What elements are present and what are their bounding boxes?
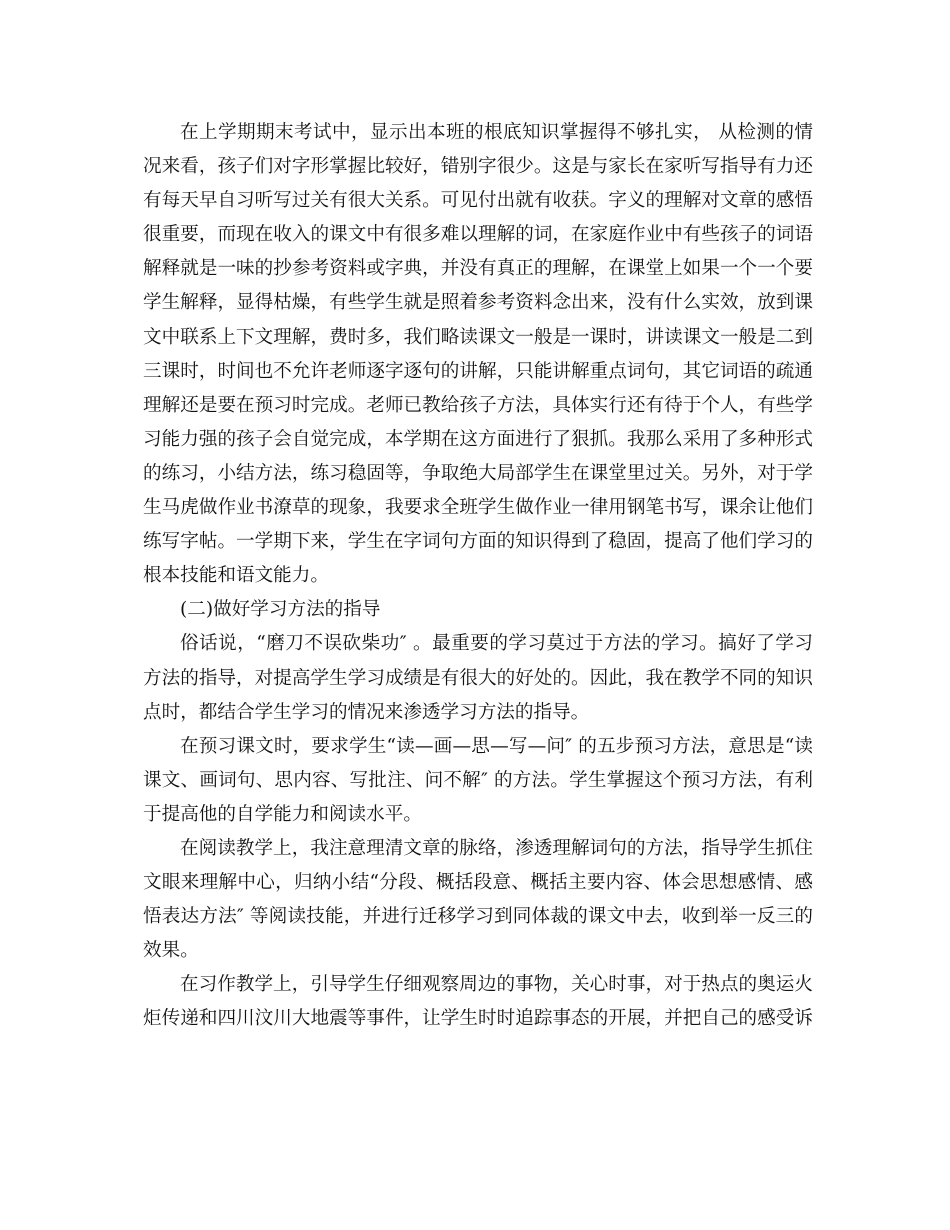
- heading-text: (二)做好学习方法的指导: [180, 599, 381, 621]
- paragraph-reading-teaching: [143, 832, 813, 968]
- text-line: 效果。: [143, 940, 199, 962]
- text-line: 悟表达方法″ 等阅读技能，并进行迁移学习到同体裁的课文中去，收到举一反三的: [143, 906, 813, 928]
- text-line: 点时，都结合学生学习的情况来渗透学习方法的指导。: [143, 701, 590, 723]
- paragraph-exam-review: [143, 116, 813, 593]
- text-line: 根本技能和语文能力。: [143, 565, 329, 587]
- text-line: 练写字帖。一学期下来，学生在字词句方面的知识得到了稳固，提高了他们学习的: [143, 531, 813, 553]
- text-line: 在上学期期末考试中，显示出本班的根底知识掌握得不够扎实， 从检测的情: [180, 122, 813, 143]
- text-line: 课文、画词句、思内容、写批注、问不解″ 的方法。学生掌握这个预习方法，有利: [143, 769, 813, 791]
- paragraph-method-intro: [143, 627, 813, 729]
- text-line: 生马虎做作业书潦草的现象，我要求全班学生做作业一律用钢笔书写，课余让他们: [143, 497, 813, 519]
- paragraph-writing-teaching: [143, 968, 813, 1036]
- text-line: 炬传递和四川汶川大地震等事件，让学生时时追踪事态的开展，并把自己的感受诉: [143, 1008, 813, 1030]
- text-line: 在预习课文时，要求学生“读—画—思—写—问″ 的五步预习方法，意思是“读: [180, 735, 813, 757]
- text-line: 于提高他的自学能力和阅读水平。: [143, 803, 422, 825]
- text-line: 有每天早自习听写过关有很大关系。可见付出就有收获。字义的理解对文章的感悟: [143, 190, 813, 212]
- text-line: 在习作教学上，引导学生仔细观察周边的事物，关心时事，对于热点的奥运火: [180, 974, 813, 996]
- text-line: 的练习，小结方法，练习稳固等，争取绝大局部学生在课堂里过关。另外，对于学: [143, 462, 813, 484]
- document-page: [143, 116, 813, 1037]
- text-line: 方法的指导，对提高学生学习成绩是有很大的好处的。因此，我在教学不同的知识: [143, 667, 813, 689]
- text-line: 俗话说，“磨刀不误砍柴功″ 。最重要的学习莫过于方法的学习。搞好了学习: [180, 633, 813, 655]
- text-line: 很重要，而现在收入的课文中有很多难以理解的词，在家庭作业中有些孩子的词语: [143, 224, 813, 246]
- text-line: 在阅读教学上，我注意理清文章的脉络，渗透理解词句的方法，指导学生抓住: [180, 837, 813, 859]
- text-line: 解释就是一味的抄参考资料或字典，并没有真正的理解，在课堂上如果一个一个要: [143, 258, 813, 280]
- text-line: 习能力强的孩子会自觉完成，本学期在这方面进行了狠抓。我那么采用了多种形式: [143, 428, 813, 450]
- text-line: 学生解释，显得枯燥，有些学生就是照着参考资料念出来，没有什么实效，放到课: [143, 292, 813, 314]
- section-heading: [143, 593, 813, 627]
- paragraph-preview-method: [143, 730, 813, 832]
- text-line: 况来看，孩子们对字形掌握比较好，错别字很少。这是与家长在家听写指导有力还: [143, 156, 813, 178]
- text-line: 三课时，时间也不允许老师逐字逐句的讲解，只能讲解重点词句，其它词语的疏通: [143, 360, 813, 382]
- text-line: 文中联系上下文理解，费时多，我们略读课文一般是一课时，讲读课文一般是二到: [143, 326, 813, 348]
- text-line: 文眼来理解中心，归纳小结“分段、概括段意、概括主要内容、体会思想感情、感: [143, 872, 813, 894]
- text-line: 理解还是要在预习时完成。老师已教给孩子方法，具体实行还有待于个人，有些学: [143, 394, 813, 416]
